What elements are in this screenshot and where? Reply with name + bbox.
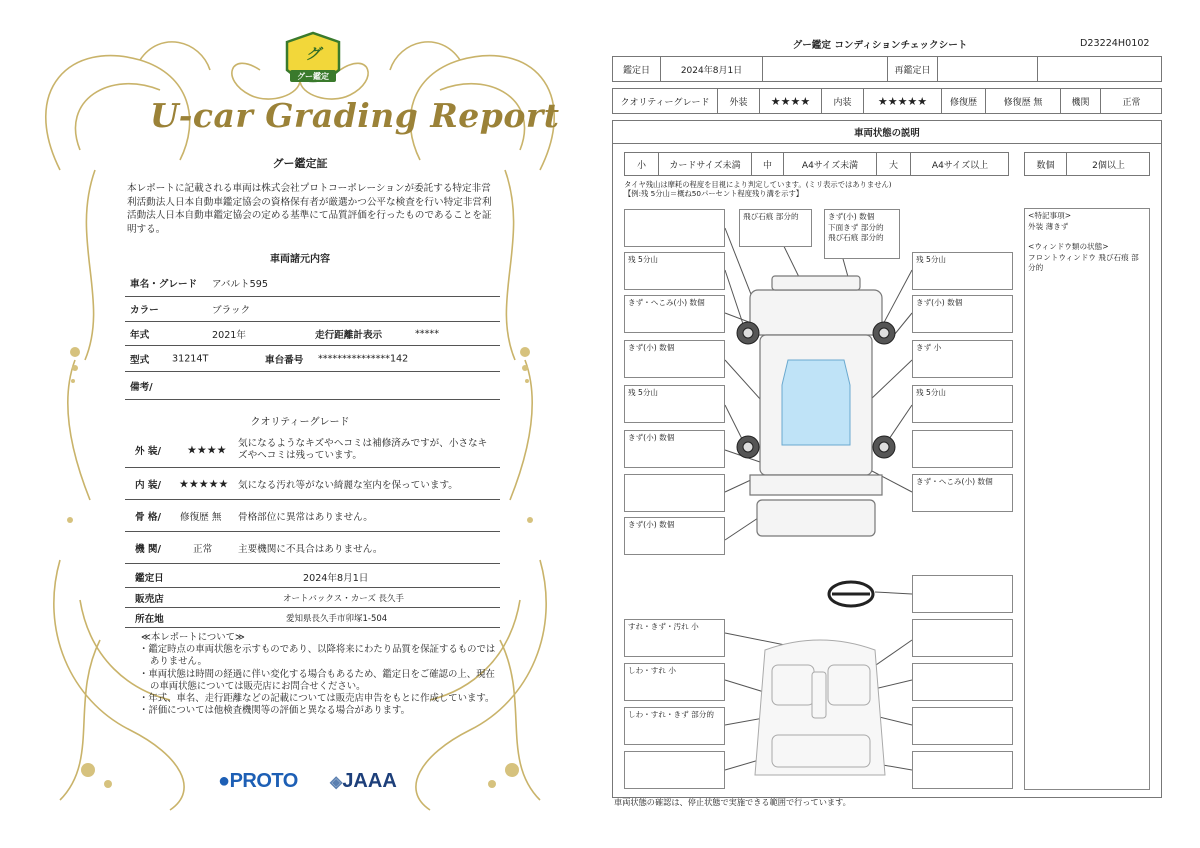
document-id: D23224H0102 xyxy=(1080,38,1150,49)
condition-sheet xyxy=(600,0,1200,848)
address-value: 愛知県長久手市卯塚1-504 xyxy=(286,613,388,624)
note-box-tire-rl: 残 5分山 xyxy=(624,385,725,423)
shop-label: 販売店 xyxy=(135,593,164,605)
grade-row-interior xyxy=(125,468,500,500)
script-title: U-car Grading Report xyxy=(150,96,560,135)
certificate-intro: 本レポートに記載される車両は株式会社プロトコーポレーションが委託する特定非営利活動法人日本自動車鑑定協会の資格保有者が厳選かつ公平な検査を行い特定非営利活動法人日本自動車鑑定協会の定める基準にて品質評価を行ったものであることを証明する。 xyxy=(127,183,492,235)
sheet-title: グー鑑定 コンディションチェックシート xyxy=(792,40,968,51)
jaaa-logo: ◈JAAA xyxy=(330,770,397,792)
mileage-value: ***** xyxy=(415,328,439,339)
note-item: ・評価については他検査機関等の評価と異なる場合があります。 xyxy=(139,705,410,717)
note-box: きず・へこみ(小) 数個 xyxy=(624,295,725,333)
remarks-label: 備考/ xyxy=(130,381,153,393)
quality-label: クオリティーグレード xyxy=(613,89,718,113)
note-box-steering xyxy=(912,575,1013,613)
spec-row-year xyxy=(125,322,500,346)
model-value: 31214T xyxy=(172,353,209,364)
grade-row-exterior xyxy=(125,432,500,468)
color-value: ブラック xyxy=(212,305,251,316)
size-small-label: 小 xyxy=(625,153,659,175)
note-box xyxy=(912,619,1013,657)
exterior-desc: 気になるようなキズやヘコミは補修済みですが、小さなキズやヘコミは残っています。 xyxy=(238,437,488,461)
interior-label: 内 装/ xyxy=(135,479,162,491)
report-notes xyxy=(139,632,499,717)
note-box: きず 小 xyxy=(912,340,1013,378)
repair-value: 修復歴 無 xyxy=(986,89,1061,113)
section-title: 車両状態の説明 xyxy=(612,120,1162,144)
note-item: ・車両状態は時間の経過に伴い変化する場合もあるため、鑑定日をご確認の上、現在の車両状態については販売店にお問合せください。 xyxy=(139,668,495,692)
note-box xyxy=(912,707,1013,745)
note-item: ・鑑定時点の車両状態を示すものであり、以降将来にわたり品質を保証するものではありません。 xyxy=(139,644,496,668)
note-box: きず・へこみ(小) 数個 xyxy=(912,474,1013,512)
note-box: きず(小) 数個 xyxy=(624,430,725,468)
sheet-engine-value: 正常 xyxy=(1122,97,1141,108)
note-box-tire-rr: 残 5分山 xyxy=(912,385,1013,423)
spec-row-model xyxy=(125,346,500,372)
sheet-exterior-label: 外装 xyxy=(718,89,760,113)
grade-row-engine xyxy=(125,532,500,564)
sheet-exterior-stars: ★★★★ xyxy=(760,89,822,113)
car-name-label: 車名・グレード xyxy=(130,279,198,290)
sheet-date-label: 鑑定日 xyxy=(613,57,661,81)
engine-desc: 主要機関に不具合はありません。 xyxy=(238,543,383,555)
year-label: 年式 xyxy=(130,329,150,341)
special-title: <特記事項> xyxy=(1028,211,1072,220)
sheet-interior-stars: ★★★★★ xyxy=(864,89,942,113)
date-label: 鑑定日 xyxy=(135,572,164,584)
note-box-front-right: きず(小) 数個 下面きず 部分的 飛び石痕 部分的 xyxy=(824,209,900,259)
info-row-address xyxy=(125,608,500,628)
shop-value: オートバックス・カーズ 長久手 xyxy=(283,593,405,604)
spec-row-name xyxy=(125,270,500,297)
exterior-label: 外 装/ xyxy=(135,445,162,457)
mileage-label: 走行距離計表示 xyxy=(315,329,383,341)
note-box-rear: きず(小) 数個 xyxy=(624,517,725,555)
chassis-label: 車台番号 xyxy=(265,354,304,366)
note-box xyxy=(912,751,1013,789)
special-notes-panel xyxy=(1024,208,1150,790)
size-mid-label: 中 xyxy=(752,153,784,175)
note-box-tire-fl: 残 5分山 xyxy=(624,252,725,290)
count-label: 数個 xyxy=(1025,153,1067,175)
note-box xyxy=(912,663,1013,701)
interior-stars: ★★★★★ xyxy=(179,477,229,490)
spec-heading: 車両諸元内容 xyxy=(270,254,330,265)
note-box xyxy=(624,751,725,789)
note-box-interior: しわ・すれ 小 xyxy=(624,663,725,701)
interior-desc: 気になる汚れ等がない綺麗な室内を保っています。 xyxy=(238,479,458,491)
proto-logo: ●PROTO xyxy=(218,770,298,792)
sheet-date-value: 2024年8月1日 xyxy=(661,57,763,81)
certificate-heading: グー鑑定証 xyxy=(272,157,328,170)
chassis-value: ***************142 xyxy=(318,353,409,364)
tire-example: 【例:残 5分山＝概ね50パーセント程度残り溝を示す】 xyxy=(624,189,804,198)
note-box xyxy=(624,474,725,512)
count-desc: 2個以上 xyxy=(1092,160,1125,171)
frame-label: 骨 格/ xyxy=(135,511,162,523)
note-box-front: 飛び石痕 部分的 xyxy=(739,209,812,247)
engine-value: 正常 xyxy=(193,543,213,555)
window-text: フロントウィンドウ 飛び石痕 部分的 xyxy=(1028,252,1139,272)
note-item: ・年式、車名、走行距離などの記載については販売店申告をもとに作成しています。 xyxy=(139,693,495,705)
quality-heading: クオリティーグレード xyxy=(250,417,350,428)
special-text: 外装 薄きず xyxy=(1028,221,1069,231)
notes-heading: ≪本レポートについて≫ xyxy=(141,632,245,643)
frame-value: 修復歴 無 xyxy=(180,511,222,523)
address-label: 所在地 xyxy=(135,613,164,625)
size-large-label: 大 xyxy=(877,153,911,175)
size-large-desc: A4サイズ以上 xyxy=(931,160,989,171)
note-box-interior: しわ・すれ・きず 部分的 xyxy=(624,707,725,745)
engine-label: 機 関/ xyxy=(135,543,162,555)
badge-mark: グ xyxy=(305,45,321,63)
redate-label: 再鑑定日 xyxy=(888,57,938,81)
car-name-value: アバルト595 xyxy=(212,279,268,290)
sheet-interior-label: 内装 xyxy=(822,89,864,113)
note-box: きず(小) 数個 xyxy=(912,295,1013,333)
frame-desc: 骨格部位に異常はありません。 xyxy=(238,511,373,523)
date-value: 2024年8月1日 xyxy=(303,572,369,584)
note-box-tire-fr: 残 5分山 xyxy=(912,252,1013,290)
note-box-interior: すれ・きず・汚れ 小 xyxy=(624,619,725,657)
info-row-date xyxy=(125,566,500,588)
note-box xyxy=(624,209,725,247)
size-mid-desc: A4サイズ未満 xyxy=(784,153,877,175)
tire-note: タイヤ残山は摩耗の程度を目視により判定しています。(ミリ表示ではありません) xyxy=(624,180,892,189)
spec-row-color xyxy=(125,297,500,322)
grade-row-frame xyxy=(125,500,500,532)
window-title: <ウィンドウ類の状態> xyxy=(1028,242,1109,251)
year-value: 2021年 xyxy=(212,329,247,341)
model-label: 型式 xyxy=(130,354,150,366)
sheet-engine-label: 機関 xyxy=(1061,89,1101,113)
sheet-footer: 車両状態の確認は、停止状態で実施できる範囲で行っています。 xyxy=(614,797,851,807)
note-box: きず(小) 数個 xyxy=(624,340,725,378)
steering-wheel-icon xyxy=(829,582,873,606)
size-small-desc: カードサイズ未満 xyxy=(659,153,752,175)
repair-label: 修復歴 xyxy=(942,89,986,113)
color-label: カラー xyxy=(130,305,159,316)
badge-label: グー鑑定 xyxy=(297,72,329,81)
note-box xyxy=(912,430,1013,468)
spec-row-remarks xyxy=(125,372,500,400)
exterior-stars: ★★★★ xyxy=(187,443,227,456)
info-row-shop xyxy=(125,588,500,608)
